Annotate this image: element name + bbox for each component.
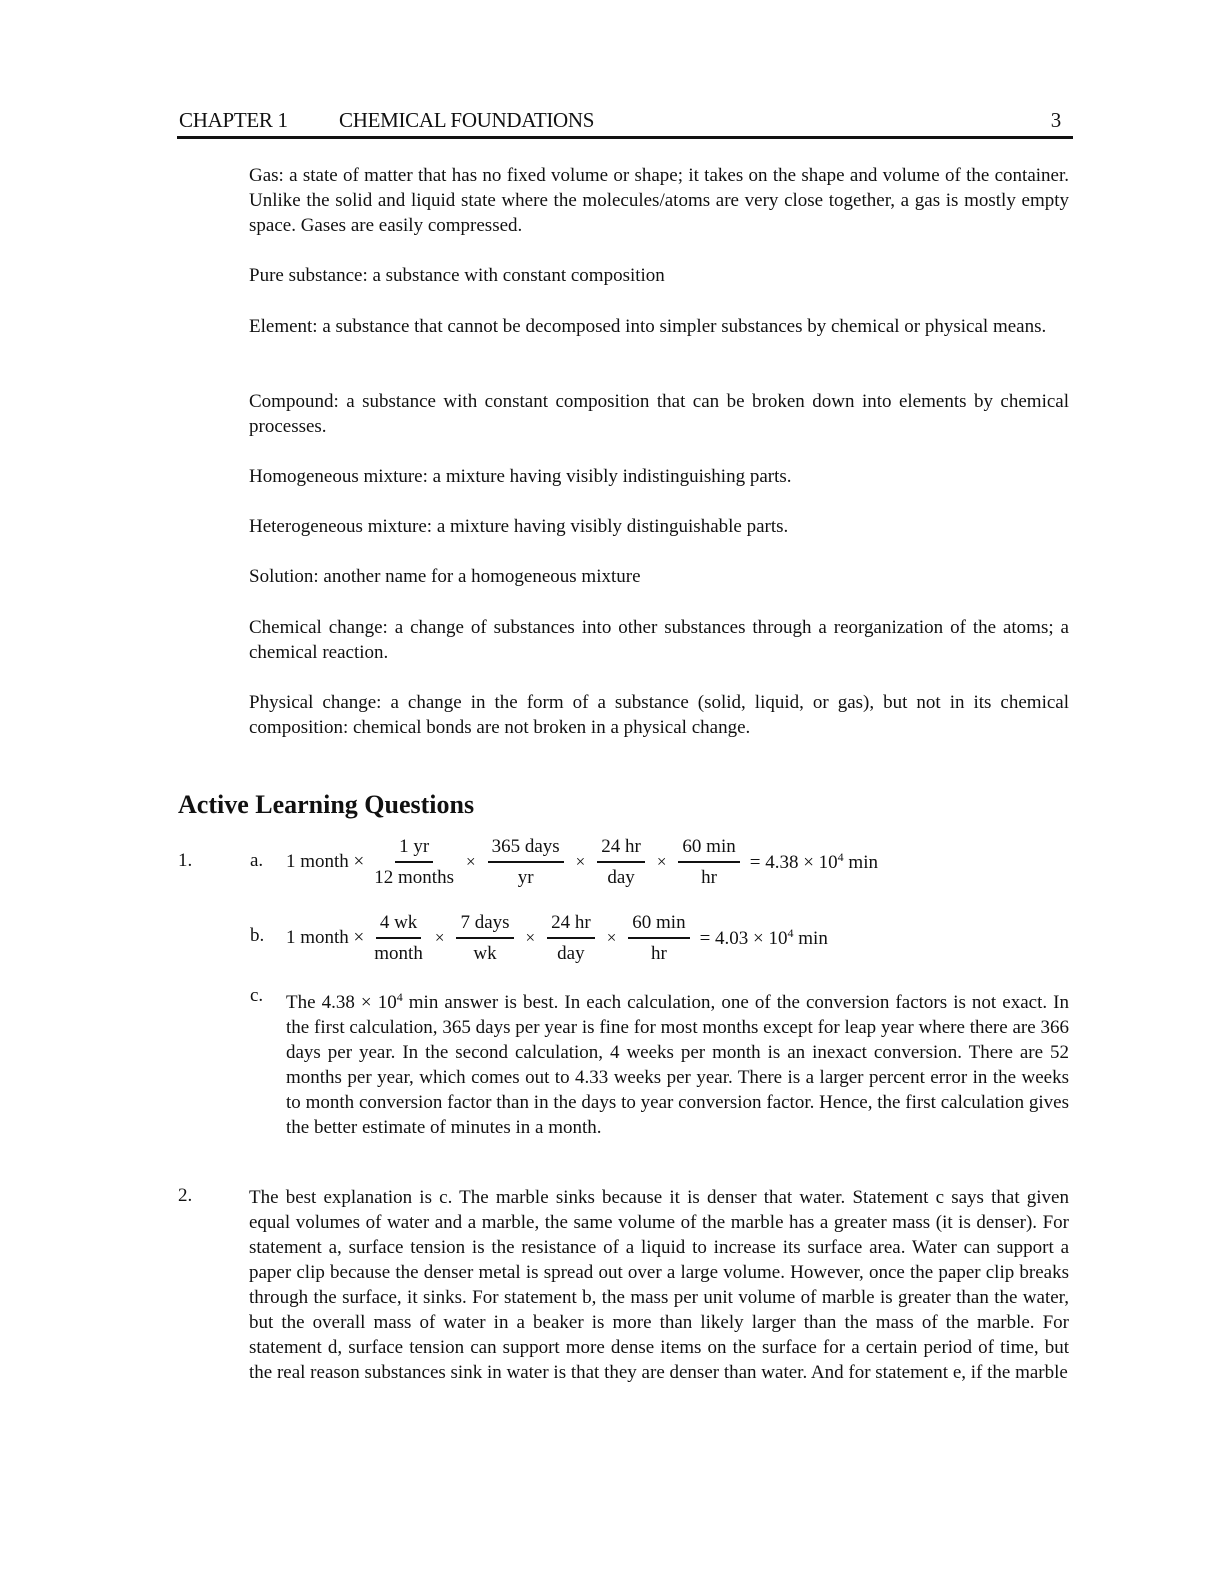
page-header [177,108,1073,139]
definition-element: Element: a substance that cannot be decomposed into simpler substances by chemical or physical means. [249,316,1047,337]
equation-b-start: 1 month × [286,927,365,948]
definition-gas: Gas: a state of matter that has no fixed volume or shape; it takes on the shape and volume of the container. Unlike the solid and liquid state where the molecules/atoms are very close together, a gas is mostly empty space. Gases are easily compressed. [249,165,1069,236]
fraction: $\frac{60 \min}{hr}$ [628,911,689,966]
fraction: $\frac{60 \min}{hr}$ [678,835,739,890]
definition-physical-change: Physical change: a change in the form of a substance (solid, liquid, or gas), but not in its chemical composition: chemical bonds are not broken in a physical change. [249,692,1069,738]
fraction: $\frac{24 hr}{\text{day}}$ [547,911,595,966]
definition-pure-substance: Pure substance: a substance with constant composition [249,265,665,286]
section-title: Active Learning Questions [178,790,475,819]
times-sign: × [575,852,586,871]
equation-a-result: = $4.38 \times 10^4$ min [749,850,878,873]
fraction: $\frac{4 wk}{\text{month}}$ [374,911,423,964]
definition-chemical-change: Chemical change: a change of substances into other substances through a reorganization of the atoms; a chemical reaction. [249,617,1069,663]
equation-a-start: 1 month × [286,851,365,872]
definition-compound: Compound: a substance with constant composition that can be broken down into elements by chemical processes. [249,391,1069,437]
equation-b [286,908,828,968]
fraction: $\frac{1 yr}{\text{12 months}}$ [374,835,454,888]
part-c-text: The $4.38 \times 10^4$ min answer is best. In each calculation, one of the conversion factors is not exact. In the first calculation, 365 days per year is fine for most months except for leap year where there are 366 days per year. In the second calculation, 4 weeks per month is an inexact conversion. There are 52 months per year, which comes out to 4.33 weeks per year. There is a larger percent error in the weeks to month conversion factor than in the days to year conversion factor. Hence, the first calculation gives the better estimate of minutes in a month. [286,990,1069,1138]
part-a-label: a. [250,850,264,871]
equation-a [286,832,878,892]
times-sign: × [434,928,445,947]
fraction: $\frac{24 hr}{\text{day}}$ [597,835,645,890]
fraction: $\frac{\text{365 days}}{yr}$ [488,835,564,890]
page-number: 3 [1050,108,1061,132]
part-b-label: b. [250,925,265,946]
definition-heterogeneous-mixture: Heterogeneous mixture: a mixture having visibly distinguishable parts. [249,516,789,537]
chapter-label: CHAPTER 1 [179,108,288,132]
question-number-2: 2. [178,1185,193,1206]
times-sign: × [465,852,476,871]
definition-solution: Solution: another name for a homogeneous mixture [249,566,641,587]
equation-b-result: = $4.03 \times 10^4$ min [699,926,828,949]
times-sign: × [606,928,617,947]
question-number-1: 1. [178,850,193,871]
chapter-title: CHEMICAL FOUNDATIONS [339,108,595,132]
part-c-label: c. [250,985,264,1006]
fraction: $\frac{\text{7 days}}{wk}$ [456,911,513,966]
question-2-text: The best explanation is c. The marble sinks because it is denser that water. Statement c says that given equal volumes of water and a marble, the same volume of the marble has a greater mass (it is denser). For statement a, surface tension is the resistance of a liquid to increase its surface area. Water can support a paper clip because the denser metal is spread out over a large volume. However, once the paper clip breaks through the surface, it sinks. For statement b, the mass per unit volume of marble is greater than the water, but the overall mass of water in a beaker is more than likely larger than the mass of the marble. For statement d, surface tension can support more dense items on the surface for a certain period of time, but the real reason substances sink in water is that they are denser than water. And for statement e, if the marble [249,1187,1069,1383]
times-sign: × [525,928,536,947]
definition-homogeneous-mixture: Homogeneous mixture: a mixture having visibly indistinguishing parts. [249,466,792,487]
times-sign: × [656,852,667,871]
